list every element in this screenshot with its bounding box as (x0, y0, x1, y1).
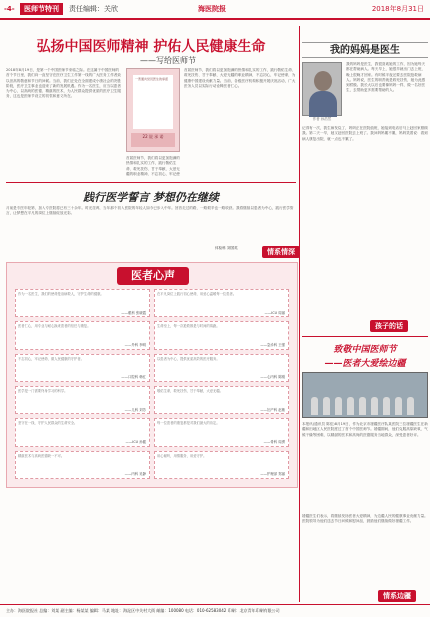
lead-banner-image (126, 68, 180, 152)
voice-signature: ——护理部 郑丽 (260, 472, 285, 477)
voice-signature: ——儿科 刘芳 (124, 407, 146, 412)
voice-card (154, 451, 289, 479)
editor-credit: 责任编辑：关欣 (69, 5, 118, 13)
voice-card (154, 289, 289, 317)
voice-signature: ——急诊科 王强 (260, 343, 285, 348)
lead-body-col1: 2018年8月19日，是第一个中国医师节来临之际。在这属于中国医师的首个节日里，我们向一直坚守在医疗卫生工作第一线的广大医务工作者致以崇高的敬意和节日的问候。当前，我们正处在全面建成小康社会的决胜阶段，医疗卫生事业也迎来了新的发展机遇。作为一名医生，应当以患者为中心，以高尚的医德、精湛的医术，为人民群众提供优质的医疗卫生服务，这也是医师节设立的初衷和意义所在。 (6, 68, 121, 99)
voice-signature: ——口腔科 韩红 (121, 375, 146, 380)
poem-body: 月前是专医年轮第，加入专医院将已有三十余年。时光荏苒，当年那个初入医院的年轻人如今已步入中年。回首走过的路，一路艰辛也一路收获。我将继续以患者为中心，践行医学誓言，让梦想在平凡的岗位上继续绽放光彩。 (6, 206, 294, 216)
author-photo (302, 62, 342, 116)
sidebar-top-tag: 孩子的话 (370, 320, 408, 332)
column-divider (299, 26, 300, 602)
voice-card (154, 354, 289, 382)
lead-subtitle: ——写给医师节 (140, 56, 196, 65)
voice-signature: ——妇产科 赵敏 (260, 407, 285, 412)
lead-body-col2: 首届医师节，我们将以更加饱满的热情和扎实的工作，践行敬佑生命、救死扶伤、甘于奉献、大爱无疆的职业精神，不忘初心，牢记使命，为健康中国建设贡献力量。当前，各级医疗机构积极开展庆祝活动，广大医务人员以实际行动诠释医者仁心。 (184, 68, 296, 88)
voice-card (15, 451, 150, 479)
poem-title: 践行医学誓言 梦想仍在继续 (83, 191, 219, 204)
voice-text: 在平凡岗位上践行初心使命，用爱心温暖每一位患者。 (157, 292, 237, 296)
sidebar-top-title: 我的妈妈是医生 (302, 42, 428, 58)
voice-text: 生命至上，每一次抢救都是与时间的赛跑。 (157, 324, 220, 329)
voice-card (15, 321, 150, 349)
page-footer: 主办：海医院报社 总编：刘某 副主编：杨某某 编辑：马某 地址：海淀区中关村大街 邮编：100080 电话：010-62583042 印刷：北京青年印刷有限公司 (0, 604, 430, 617)
sidebar-rule (302, 336, 428, 337)
voice-card (15, 289, 150, 317)
voice-text: 以患者为中心，提供优质高效的医疗服务。 (157, 356, 220, 361)
voice-signature: ——心内科 陈刚 (260, 375, 285, 380)
doctor-voices-title: 医者心声 (117, 267, 189, 285)
sidebar-top-body-1: 我的妈妈是医生，我很喜欢她的工作，因为她每天都在帮助病人。每天早上，她很早就出门去上班，晚上很晚才回家。有时候半夜还要去医院抢救病人。妈妈说，医生的职责就是救死扶伤，她为此感到骄傲。我长大以后也要像妈妈一样，做一名好医生，去帮助更多需要帮助的人。 (346, 62, 426, 93)
sidebar-bottom-subtitle: ——医者大爱绘边疆 (324, 359, 406, 369)
issue-date: 2018年8月31日 (371, 5, 424, 13)
poem-author: 体检科 刘国英 (215, 246, 238, 250)
sidebar-bottom-body-1: 本报讯(通讯员 陈佳)8月19日，作为北京市援疆医疗队某医院三位援疆医生在新疆和田地区人民医院度过了首个中国医师节。援疆期间，他们克服高原缺氧、气候干燥等困难，以精湛的医术和高尚的医德服务当地群众，深受患者好评。 (302, 422, 428, 437)
voice-text: 每一位患者的康复都是对我们最大的肯定。 (157, 421, 220, 426)
voice-signature: ——眼科 张晓霞 (121, 310, 146, 315)
voice-text: 医者仁心，用专业与耐心换来患者的信任与康复。 (18, 324, 91, 329)
sidebar-bottom-title: 致敬中国医师节 (333, 345, 397, 355)
voice-signature: ——ICU 周丽 (264, 310, 285, 315)
voice-card (154, 386, 289, 414)
sidebar-bottom-tag: 情系边疆 (378, 590, 416, 602)
voice-text: 作为一名医生，我们的使命是治病救人，守护生命的健康。 (18, 292, 104, 296)
voice-text: 医学是一门需要终身学习的科学。 (18, 388, 68, 393)
voice-signature: ——ICU 孙健 (125, 440, 146, 445)
voice-signature: ——内科 吴静 (124, 472, 146, 477)
voice-text: 精湛医术与高尚医德缺一不可。 (18, 453, 65, 458)
poem-tag: 情系情深 (262, 246, 300, 258)
voice-signature: ——外科 李明 (124, 343, 146, 348)
page-number: -4- (4, 5, 15, 13)
voice-text: 坚守在一线，守护人民群众的生命安全。 (18, 421, 78, 426)
banner-text: 一普通共党员医生的承诺 (133, 75, 173, 129)
sidebar-bottom-body-2: 援疆医生们表示，将继续发扬医者大爱精神，为边疆人民的健康事业贡献力量。医院领导为他们送去节日问候和慰问品，鼓励他们继续做好援疆工作。 (302, 514, 428, 524)
voice-card (15, 386, 150, 414)
photo-caption: 作者 孙浩然 (312, 117, 332, 121)
voice-text: 用心倾听，用情服务，用爱守护。 (157, 453, 207, 458)
banner-caption: 22 说 承 诺 (131, 133, 175, 147)
section-badge: 医师节特刊 (20, 3, 63, 15)
group-photo (302, 372, 428, 418)
voice-signature: ——骨科 周勇 (263, 440, 285, 445)
voice-card (154, 321, 289, 349)
voice-text: 敬佑生命，救死扶伤，甘于奉献，大爱无疆。 (157, 388, 223, 393)
voice-card (154, 418, 289, 446)
lead-body-col-mid: 首届医师节，我们将以更加饱满的热情和扎实的工作，践行敬佑生命、救死扶伤、甘于奉献、大爱无疆的职业精神，不忘初心，牢记使 (126, 156, 180, 176)
voice-text: 不忘初心，牢记使命，做人民健康的守护者。 (18, 356, 84, 361)
sidebar-top-body-2: 记得有一次，我生病发烧了，妈妈正在医院值班，她接到电话后马上赶回家照顾我。第二天一早，她又赶回医院去上班了。我问妈妈累不累，妈妈笑着说：看到病人康复出院，就一点也不累了。 (302, 126, 428, 141)
page-header (0, 0, 430, 20)
voice-card (15, 418, 150, 446)
section-rule (6, 182, 296, 183)
lead-title: 弘扬中国医师精神 护佑人民健康生命 (36, 39, 266, 55)
voice-card (15, 354, 150, 382)
voices-grid (15, 289, 289, 479)
paper-name: 海医院报 (198, 5, 226, 13)
doctor-voices-panel (6, 262, 298, 488)
